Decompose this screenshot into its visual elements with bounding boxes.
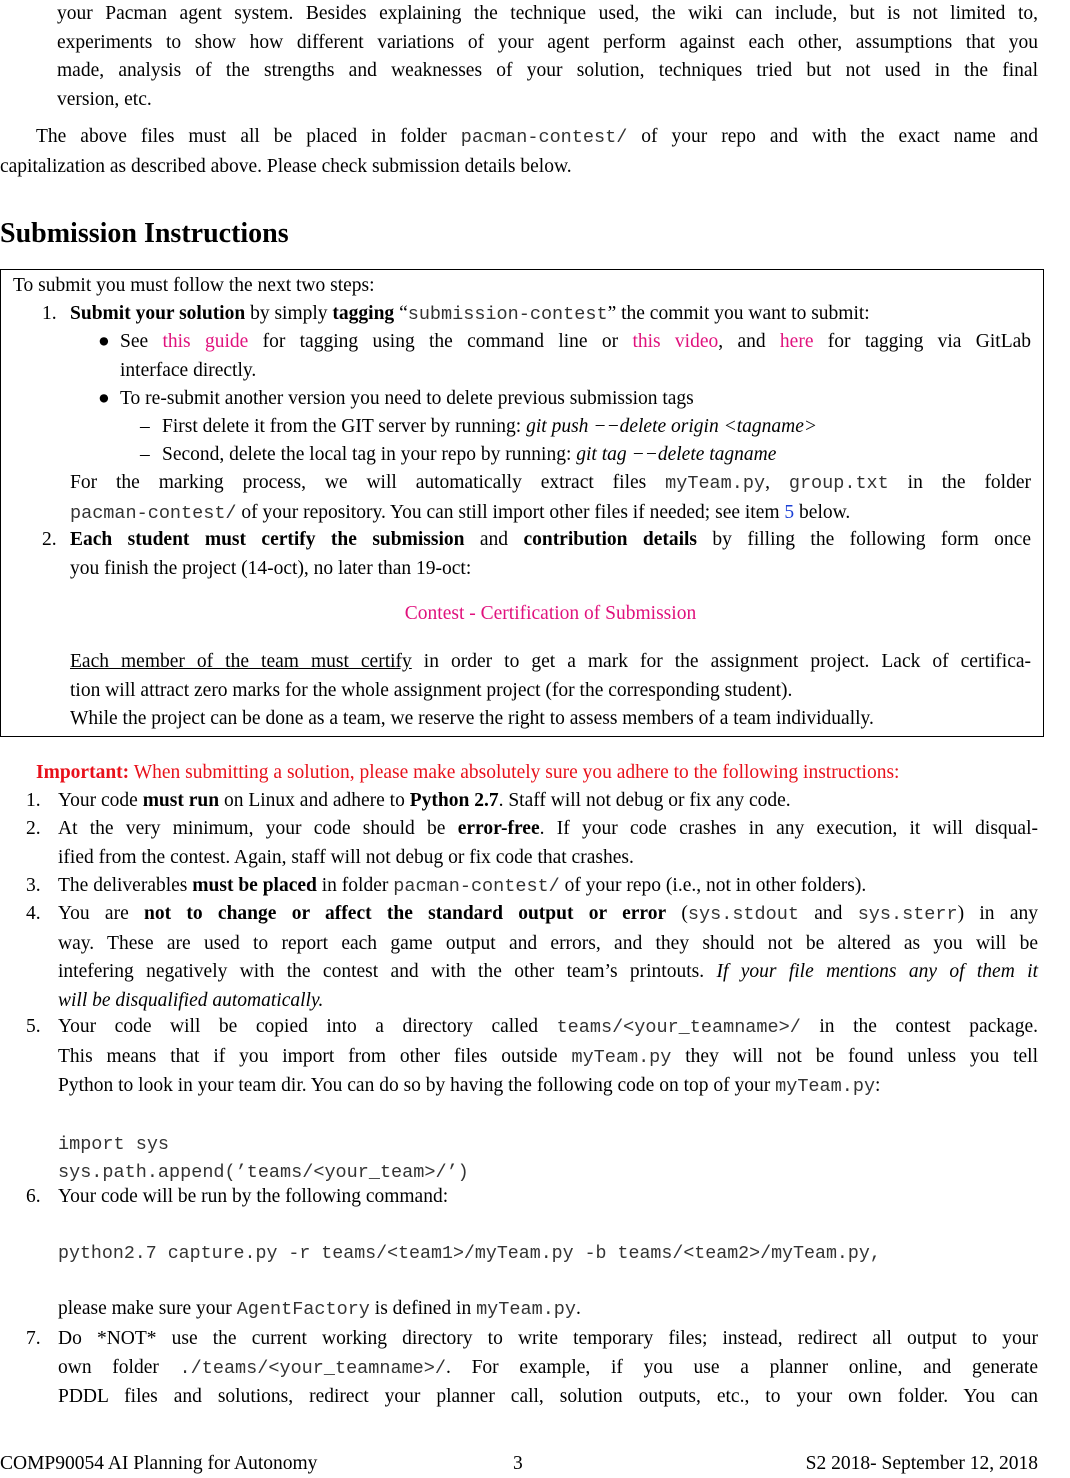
here-link[interactable]: here [779,331,814,352]
footer-page-number: 3 [513,1453,523,1474]
list-item-5: 5. Your code will be copied into a directory called teams/<your_teamname>/ in the contest package. This means that if you import from other files outside myTeam.py they will not be found unless you tell Python to look in your team dir. You can do so by having the following code on top of your myTeam.py: import sys sys.path.append(’teams/<your_team>/’) [58,1013,1038,1188]
intro-line: experiments to show how different variations of your agent perform against each other, assumptions that you [57,31,1038,53]
code-line: sys.path.append(’teams/<your_team>/’) [58,1162,469,1183]
submission-box [0,269,1044,737]
dash-1: – First delete it from the GIT server by running: git push −−delete origin <tagname> [162,413,1031,442]
dash-icon: – [140,444,150,465]
intro-line: made, analysis of the strengths and weaknesses of your solution, techniques tried but not used in the final [57,60,1038,81]
certification-form-link-row [70,600,1031,629]
step-number: 1. [42,303,57,324]
certify-paragraph: Each member of the team must certify in order to get a mark for the assignment project. Lack of certifica- tion will attract zero marks for the whole assignment project (for the corresponding student). While the project can be done as a team, we reserve the right to assess members of a team individually. [70,651,1031,729]
dash-2: – Second, delete the local tag in your repo by running: git tag −−delete tagname [162,441,1031,470]
footer-date: S2 2018- September 12, 2018 [805,1453,1038,1474]
bullet-1: ● See this guide for tagging using the command line or this video, and here for tagging via GitLab interface directly. [120,328,1031,385]
intro-line: version, etc. [57,88,152,110]
box-intro: To submit you must follow the next two steps: [13,275,375,296]
list-item-4: 4. You are not to change or affect the standard output or error (sys.stdout and sys.sterr) in any way. These are used to report each game output and errors, and they should not be altered as you will be intefering negatively with the contest and with the other team’s printouts. If your file mentions any of them it will be disqualified automatically. [26,903,1038,1011]
code-line: import sys [58,1133,170,1155]
intro-paragraph [57,0,1038,114]
section-heading: Submission Instructions [0,218,289,249]
this-guide-link[interactable]: this guide [162,331,249,352]
list-item-1: 1. Your code must run on Linux and adhere to Python 2.7. Staff will not debug or fix any code. [26,790,791,811]
step-1 [42,300,1031,330]
list-item-7: 7. Do *NOT* use the current working directory to write temporary files; instead, redirect all output to your own folder ./teams/<your_teamname>/. For example, if you use a planner online, and generate PDDL files and solutions, redirect your planner call, solution outputs, etc., to your own folder. You can [26,1328,1038,1407]
certification-form-link[interactable]: Contest - Certification of Submission [404,603,697,624]
files-line: The above files must all be placed in folder pacman-contest/ of your repo and with the exact name and [36,126,1038,148]
item-5-ref[interactable]: 5 [784,501,795,523]
run-command: python2.7 capture.py -r teams/<team1>/myTeam.py -b teams/<team2>/myTeam.py, [58,1243,881,1264]
step-1-title: Submit your solution by simply tagging “submission-contest” the commit you want to submit: [70,303,870,325]
step-number: 2. [42,529,57,550]
dash-icon: – [140,416,150,437]
bullet-icon: ● [98,388,110,409]
list-item-3: 3. The deliverables must be placed in folder pacman-contest/ of your repo (i.e., not in other folders). [26,875,867,897]
important-note: Important: When submitting a solution, please make absolutely sure you adhere to the following instructions: [36,762,900,783]
git-command: git tag −−delete tagname [576,444,777,465]
this-video-link[interactable]: this video [632,331,719,352]
bullet-icon: ● [98,331,110,352]
footer-course: COMP90054 AI Planning for Autonomy [0,1453,318,1474]
folder-name: pacman-contest/ [460,127,628,148]
files-line: capitalization as described above. Please check submission details below. [0,155,572,177]
files-paragraph [0,123,1038,181]
step-2: 2. Each student must certify the submission and contribution details by filling the following form once you finish the project (14-oct), no later than 19-oct: [70,526,1031,583]
intro-line: your Pacman agent system. Besides explaining the technique used, the wiki can include, but is not limited to, [57,3,1038,24]
marking-paragraph: For the marking process, we will automatically extract files myTeam.py, group.txt in the folder pacman-contest/ of your repository. You can still import other files if needed; see item 5 below. [70,472,1032,524]
bullet-2: ● To re-submit another version you need to delete previous submission tags [120,385,1031,414]
list-item-6: 6. Your code will be run by the following command: python2.7 capture.py -r teams/<team1>/myTeam.py -b teams/<team2>/myTeam.py, please make sure your AgentFactory is defined in myTeam.py. [58,1183,1070,1325]
git-command: git push −−delete origin <tagname> [526,416,818,437]
list-item-2: 2. At the very minimum, your code should be error-free. If your code crashes in any execution, it will disqual- ified from the contest. Again, staff will not debug or fix code that crashes. [26,818,1038,868]
tag-name: submission-contest [407,304,608,325]
